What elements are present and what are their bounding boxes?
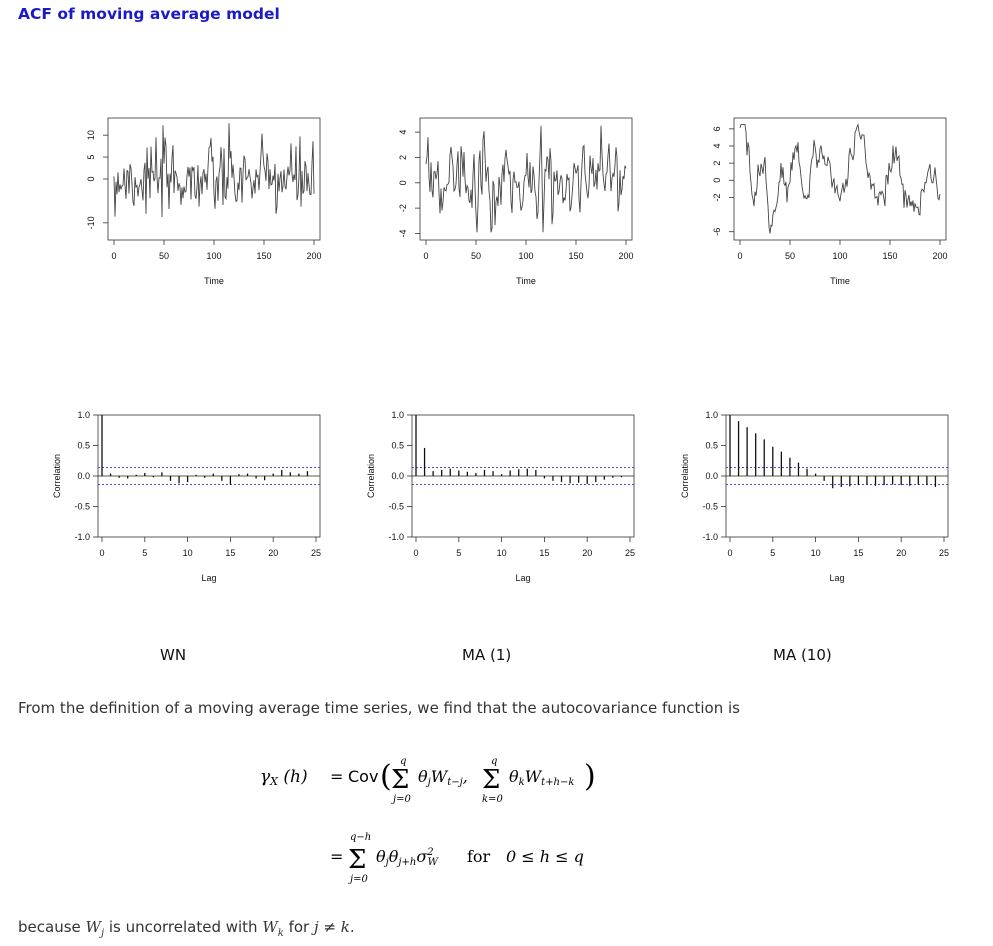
ts-plot-wn — [60, 110, 330, 295]
x-tick-label: 150 — [568, 251, 584, 261]
footer-mid: is uncorrelated with — [104, 918, 263, 936]
svg-text:Σ: Σ — [348, 845, 367, 875]
y-tick-label: 1.0 — [77, 410, 90, 420]
series-line — [426, 126, 626, 232]
y-tick-label: 4 — [398, 129, 408, 135]
svg-text:k=0: k=0 — [482, 794, 503, 805]
x-tick-label: 100 — [832, 251, 848, 261]
x-axis-label: Lag — [515, 573, 531, 583]
svg-text:j=0: j=0 — [393, 794, 411, 805]
y-tick-label: -1.0 — [74, 532, 90, 542]
y-tick-label: 5 — [86, 154, 96, 160]
x-axis-label: Lag — [829, 573, 845, 583]
plot-frame — [420, 118, 632, 240]
x-tick-label: 50 — [784, 251, 796, 261]
y-tick-label: -2 — [398, 204, 408, 213]
x-axis-label: Time — [830, 276, 850, 286]
svg-text:Σ: Σ — [391, 765, 410, 795]
x-tick-label: 25 — [624, 548, 636, 558]
y-tick-label: 0.5 — [391, 440, 404, 451]
x-tick-label: 0 — [413, 548, 419, 558]
svg-text:(: ( — [380, 759, 392, 794]
y-tick-label: -4 — [398, 229, 408, 238]
y-axis-label: Correlation — [680, 453, 690, 499]
x-tick-label: 10 — [810, 548, 821, 558]
svg-text:0 ≤ h ≤ q: 0 ≤ h ≤ q — [506, 847, 584, 866]
x-tick-label: 200 — [932, 251, 948, 261]
series-line — [114, 123, 314, 217]
x-tick-label: 20 — [268, 548, 279, 558]
svg-text:=: = — [330, 847, 344, 866]
y-tick-label: 2 — [712, 160, 722, 166]
y-tick-label: 1.0 — [705, 410, 718, 420]
svg-text:Cov: Cov — [348, 767, 379, 786]
y-tick-label: -0.5 — [388, 501, 404, 512]
footer-wj: $W_j$ — [85, 918, 105, 939]
x-tick-label: 50 — [470, 251, 482, 261]
ts-plot-ma10 — [686, 110, 956, 295]
x-tick-label: 25 — [310, 548, 322, 558]
y-tick-label: -6 — [712, 227, 722, 236]
acf-plot-ma1 — [364, 405, 644, 585]
x-tick-label: 200 — [618, 251, 634, 261]
y-tick-label: -2 — [712, 193, 722, 202]
x-axis-label: Time — [516, 276, 536, 286]
y-tick-label: 0.0 — [77, 471, 90, 481]
x-tick-label: 10 — [182, 548, 193, 558]
y-tick-label: 0.0 — [705, 471, 718, 481]
x-tick-label: 0 — [737, 251, 743, 261]
y-tick-label: -0.5 — [74, 501, 90, 512]
footer-text — [18, 918, 355, 939]
x-tick-label: 0 — [111, 251, 117, 261]
x-tick-label: 100 — [206, 251, 222, 261]
x-tick-label: 20 — [582, 548, 593, 558]
x-tick-label: 15 — [539, 548, 550, 558]
x-tick-label: 0 — [727, 548, 733, 558]
svg-text:q−h: q−h — [350, 832, 372, 843]
y-tick-label: 6 — [712, 126, 722, 132]
footer-for: for — [283, 918, 314, 936]
y-tick-label: -10 — [86, 216, 96, 230]
x-tick-label: 25 — [938, 548, 950, 558]
svg-text:): ) — [584, 759, 596, 794]
x-tick-label: 200 — [306, 251, 322, 261]
page-title: ACF of moving average model — [18, 5, 280, 23]
x-axis-label: Time — [204, 276, 224, 286]
caption-ma1: MA (1) — [462, 646, 512, 664]
x-tick-label: 5 — [770, 548, 776, 558]
svg-text:Σ: Σ — [482, 765, 501, 795]
y-tick-label: 2 — [398, 154, 408, 160]
y-tick-label: 0 — [398, 180, 408, 186]
x-tick-label: 15 — [853, 548, 864, 558]
x-axis-label: Lag — [201, 573, 217, 583]
y-tick-label: 0 — [712, 177, 722, 183]
y-tick-label: 10 — [86, 130, 96, 141]
x-tick-label: 15 — [225, 548, 236, 558]
x-tick-label: 150 — [256, 251, 272, 261]
x-tick-label: 5 — [142, 548, 148, 558]
caption-ma10: MA (10) — [773, 646, 832, 664]
ts-plot-ma1 — [372, 110, 642, 295]
svg-text:j=0: j=0 — [350, 874, 368, 885]
series-line — [740, 125, 940, 234]
footer-cond: j ≠ k. — [313, 918, 355, 936]
svg-text:q: q — [400, 756, 407, 767]
footer-wk: $W_k$ — [262, 918, 284, 939]
x-tick-label: 0 — [423, 251, 429, 261]
svg-text:q: q — [491, 756, 498, 767]
intro-text: From the definition of a moving average time series, we find that the autocovariance function is — [18, 699, 740, 717]
y-tick-label: 0.0 — [391, 471, 404, 481]
acf-plot-ma10 — [678, 405, 958, 590]
y-axis-label: Correlation — [366, 453, 376, 499]
svg-text:θkWt+h−k: θkWt+h−k — [509, 767, 575, 788]
y-tick-label: 0.5 — [705, 440, 718, 451]
svg-text:for: for — [467, 847, 491, 866]
x-tick-label: 0 — [99, 548, 105, 558]
y-tick-label: 1.0 — [391, 410, 404, 420]
svg-text:γX (h): γX (h) — [260, 767, 308, 788]
caption-wn: WN — [160, 646, 187, 664]
x-tick-label: 20 — [896, 548, 907, 558]
y-tick-label: 0 — [86, 176, 96, 182]
footer-because: because — [18, 918, 86, 936]
y-tick-label: 4 — [712, 143, 722, 149]
svg-text:=: = — [330, 767, 344, 786]
y-tick-label: -0.5 — [702, 501, 718, 512]
svg-text:θjθj+hσ2W: $\theta j\theta j+h\sigma^2$ W — [376, 847, 438, 868]
y-tick-label: 0.5 — [77, 440, 90, 451]
y-axis-label: Correlation — [52, 453, 62, 499]
acf-plot-wn — [50, 405, 330, 585]
x-tick-label: 100 — [518, 251, 534, 261]
x-tick-label: 10 — [496, 548, 507, 558]
x-tick-label: 50 — [158, 251, 170, 261]
x-tick-label: 5 — [456, 548, 462, 558]
y-tick-label: -1.0 — [702, 532, 718, 542]
x-tick-label: 150 — [882, 251, 898, 261]
svg-text:θjWt−j,: θjWt−j, — [418, 767, 468, 788]
autocovariance-equation — [250, 748, 650, 893]
y-tick-label: -1.0 — [388, 532, 404, 542]
